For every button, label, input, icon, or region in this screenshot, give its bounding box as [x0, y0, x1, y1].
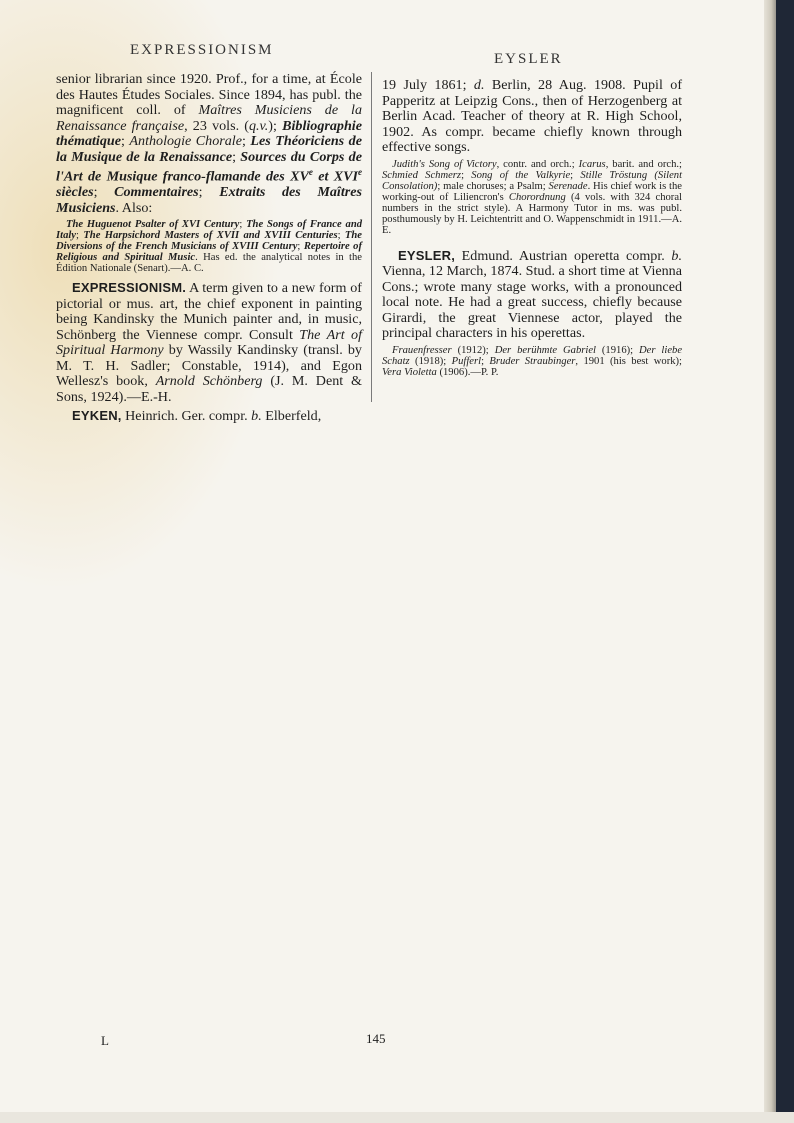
text-run: ; [93, 184, 115, 201]
title-ref: Bibliographie thématique [56, 117, 362, 149]
text-run: (1918); [409, 355, 452, 367]
text-run: Berlin, 28 Aug. 1908. Pupil of Papperitz at Leipzig Cons., then of Herzogenberg at Berlin Acad. Teacher of theory at R. High School, 1902. As compr. became chiefly known through effective songs. [382, 77, 683, 155]
left-column [56, 72, 362, 425]
text-run: senior librarian since 1920. Prof., for a time, at École des Hautes Études Sociales. Since 1894, has publ. the magnificent coll. of [56, 71, 362, 118]
text-run: 19 July 1861; [382, 77, 474, 93]
page-edge [764, 0, 776, 1123]
text-run: by Wassily Kandinsky (transl. by M. T. H. Sadler; Constable, 1914), and Egon Wellesz's book, [56, 342, 362, 390]
text-run: (1916); [595, 344, 640, 356]
entry-expressionism [56, 280, 362, 405]
text-run: Vienna, 12 March, 1874. Stud. a short time at Vienna Cons.; wrote many stage works, with a pronounced local note. He had a great success, chiefly because Girardi, the great Viennese actor, played the principal characters in his operettas. [382, 263, 682, 341]
title-ref: Sources du Corps de l'Art de Musique franco-flamande des XV [56, 148, 362, 185]
text-run: b. [251, 408, 262, 425]
text-run: (1912); [451, 344, 495, 356]
text-run: ; [241, 133, 251, 149]
text-run: b. [671, 247, 682, 264]
text-run: , barit. and orch.; [605, 158, 682, 170]
background-strip [776, 0, 794, 1123]
text-run: A term given to a new form of pictorial or mus. art, the chief exponent in painting being Kandinsky the Munich painter and, in music, Schönberg the Viennese compr. Consult [56, 280, 362, 343]
title-ref: siècles [56, 184, 94, 201]
running-head-right: EYSLER [494, 51, 563, 67]
title-ref: Arnold Schönberg [155, 373, 263, 390]
title-ref: Les Théoriciens de la Musique de la Renaissance [56, 133, 362, 165]
text-run: ; [570, 169, 581, 181]
entry-headword: EYKEN, [72, 408, 122, 424]
text-run: Edmund. Austrian operetta compr. [455, 247, 672, 264]
entry-headword: EXPRESSIONISM. [72, 280, 187, 296]
title-ref: Commentaires [114, 184, 199, 201]
title-ref: The Songs of France and Italy [56, 219, 363, 242]
entry-eyken [56, 408, 362, 425]
text-run: ; [198, 184, 220, 201]
entry-eysler [382, 248, 682, 342]
text-run: q.v. [248, 117, 269, 134]
title-ref: Frauenfresser [392, 344, 452, 356]
right-column [382, 78, 682, 384]
title-ref: Stille Tröstung (Silent Consolation) [382, 169, 683, 192]
text-run: ; [481, 355, 490, 367]
text-run: . Has ed. the analytical notes in the Édition Nationale (Senart).—A. C. [56, 252, 362, 275]
text-run: ; [337, 230, 345, 242]
page-number: 145 [366, 1031, 386, 1046]
superscript: e [357, 167, 362, 177]
title-ref: The Art of Spiritual Harmony [56, 326, 362, 359]
text-run: Heinrich. Ger. compr. [121, 408, 252, 425]
title-ref: Bruder Straubinger [489, 355, 576, 367]
works-list [382, 159, 682, 236]
works-list [382, 345, 682, 378]
text-run: (4 vols. with 324 choral numbers in the strict style). A Harmony Tutor in ms. was publ. posthumously by H. Leichtentritt and O. Wappenschmidt in 1911.—A. E. [382, 191, 682, 236]
title-ref: Anthologie Chorale [129, 133, 242, 149]
title-ref: Pufferl [451, 355, 482, 367]
title-ref: Judith's Song of Victory [392, 158, 497, 170]
text-run: ; [76, 230, 84, 242]
title-ref: The Diversions of the French Musicians of XVIII Century [56, 230, 362, 253]
title-ref: Maîtres Musiciens de la Renaissance française [56, 102, 362, 134]
text-run: , 1901 (his best work); [575, 355, 682, 367]
superscript: e [308, 167, 313, 177]
text-run: , 23 vols. ( [184, 117, 249, 134]
title-ref: et XVI [312, 168, 358, 185]
title-ref: Serenade [548, 180, 588, 192]
title-ref: Der berühmte Gabriel [494, 344, 596, 356]
running-head-left: EXPRESSIONISM [130, 42, 274, 58]
text-run: (J. M. Dent & Sons, 1924).—E.-H. [56, 373, 362, 405]
text-run: (1906).—P. P. [436, 366, 499, 378]
entry-eyken-continued [382, 78, 682, 156]
text-run: ; [232, 148, 241, 165]
text-run: ; [297, 241, 304, 253]
text-run: ; male choruses; a Psalm; [437, 180, 549, 192]
column-divider [371, 72, 372, 402]
title-ref: Repertoire of Religious and Spiritual Music [56, 241, 362, 264]
text-run: ; [121, 133, 130, 149]
text-run: d. [473, 77, 485, 93]
title-ref: Extraits des Maîtres Musiciens [56, 184, 362, 216]
title-ref: Schmied Schmerz [382, 169, 462, 181]
title-ref: Der liebe Schatz [382, 344, 683, 367]
title-ref: Song of the Valkyrie [471, 169, 571, 181]
entry-continuation [56, 72, 362, 216]
title-ref: Icarus [578, 158, 606, 170]
entry-headword: EYSLER, [398, 247, 456, 263]
text-run: ; [461, 169, 472, 181]
title-ref: Chorordnung [508, 191, 566, 203]
works-list [56, 219, 362, 274]
bottom-margin [0, 1112, 794, 1123]
text-run: ); [268, 117, 283, 134]
text-run: , contr. and orch.; [496, 158, 579, 170]
title-ref: The Harpsichord Masters of XVII and XVIII Centuries [83, 230, 338, 242]
text-run: . Also: [115, 199, 153, 216]
title-ref: The Huguenot Psalter of XVI Century [66, 219, 240, 231]
title-ref: Vera Violetta [382, 366, 437, 378]
text-run: ; [239, 219, 247, 231]
text-run: . His chief work is the working-out of Liliencron's [382, 180, 682, 203]
text-run: Elberfeld, [261, 408, 322, 425]
signature-mark: L [101, 1033, 109, 1048]
